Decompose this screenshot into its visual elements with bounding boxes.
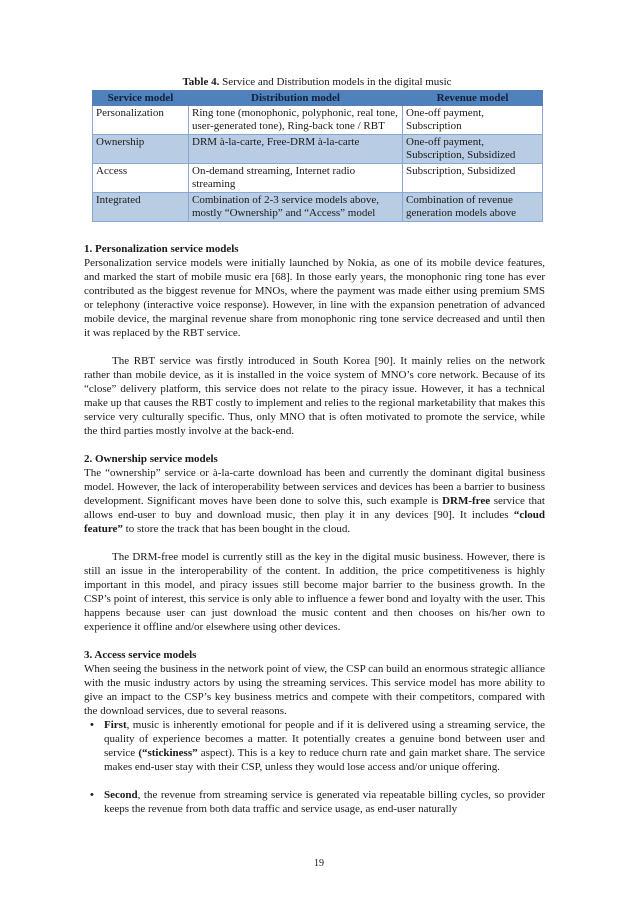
table-caption-label: Table 4. xyxy=(182,76,220,88)
body-text xyxy=(84,242,545,816)
bullet-item xyxy=(84,718,545,774)
text-run: , the revenue from streaming service is generated via repeatable billing cycles, so provider keeps the revenue from both data traffic and service usage, as end-user naturally xyxy=(104,789,545,815)
text-run: service that allows end-user to buy and download music, then play it in any devices [90]. It includes xyxy=(84,495,545,521)
table-cell: Personalization xyxy=(93,106,189,135)
bold-term-cloud-feature: “cloud feature” xyxy=(84,509,545,535)
table-cell: Ownership xyxy=(93,135,189,164)
table-cell: Subscription, Subsidized xyxy=(403,164,543,193)
bold-term-stickiness: (“stickiness” xyxy=(138,747,198,759)
header-revenue-model: Revenue model xyxy=(403,91,543,106)
bullet-marker: • xyxy=(90,789,94,801)
bold-term-first: First xyxy=(104,719,127,731)
table-cell: Combination of 2-3 service models above, mostly “Ownership” and “Access” model xyxy=(189,193,403,222)
table-row xyxy=(93,135,543,164)
table-row xyxy=(93,164,543,193)
table-cell: One-off payment, Subscription xyxy=(403,106,543,135)
table-row xyxy=(93,106,543,135)
table-caption-text: Service and Distribution models in the digital music xyxy=(219,76,452,88)
paragraph: Personalization service models were initially launched by Nokia, as one of its mobile device features, and marked the start of mobile music era [68]. In those early years, the monophonic ring tone has ever contributed as the biggest revenue for MNOs, where the payment was made either using premium SMS or telephony (interactive voice response). However, in line with the expansion penetration of advanced mobile device, the marginal revenue share from monophonic ring tone service decreased and until then it was replaced by the RBT service. xyxy=(84,257,545,339)
table-row xyxy=(93,193,543,222)
table-cell: Ring tone (monophonic, polyphonic, real tone, user-generated tone), Ring-back tone / RBT xyxy=(189,106,403,135)
header-distribution-model: Distribution model xyxy=(189,91,403,106)
bullet-marker: • xyxy=(90,719,94,731)
bullet-item xyxy=(84,788,545,816)
table-caption xyxy=(92,76,542,89)
section-heading-ownership: 2. Ownership service models xyxy=(84,453,218,465)
text-run: , music is inherently emotional for people and if it is delivered using a streaming service, the quality of experience becomes a matter. It potentially creates a genuine bond between user and service xyxy=(104,719,545,759)
table-header-row xyxy=(93,91,543,106)
table-cell: On-demand streaming, Internet radio streaming xyxy=(189,164,403,193)
text-run: aspect). This is a key to reduce churn rate and gain market share. The service makes end-user stay with their CSP, unless they would lose access and/or unique offering. xyxy=(104,747,545,773)
text-run: The “ownership” service or à-la-carte download has been and currently the dominant digital business model. However, the lack of interoperability between services and devices has been a barrier to business development. Significant moves have been done to solve this, such example is xyxy=(84,467,545,507)
table-cell: Integrated xyxy=(93,193,189,222)
table-cell: Access xyxy=(93,164,189,193)
header-service-model: Service model xyxy=(93,91,189,106)
paragraph xyxy=(84,466,545,536)
text-run: to store the track that has been bought in the cloud. xyxy=(122,523,351,535)
section-heading-personalization: 1. Personalization service models xyxy=(84,243,239,255)
table-cell: One-off payment, Subscription, Subsidized xyxy=(403,135,543,164)
paragraph: The RBT service was firstly introduced in South Korea [90]. It mainly relies on the network rather than mobile device, as it is installed in the voice system of MNO’s core network. Because of its “close” delivery platform, this service does not relate to the piracy issue. However, it has a technical make up that causes the RBT costly to implement and relies to the regional marketability that makes this service very culturally specific. Thus, only MNO that is often motivated to promote the service, while the third parties mostly involve at the back-end. xyxy=(84,355,545,437)
page-number: 19 xyxy=(314,858,324,869)
paragraph: When seeing the business in the network point of view, the CSP can build an enormous strategic alliance with the music industry actors by using the streaming services. This service model has more ability to give an impact to the CSP’s key business metrics and compete with their competitors, compared with the download services, due to several reasons. xyxy=(84,663,545,717)
bold-term-second: Second xyxy=(104,789,138,801)
service-models-table xyxy=(92,90,543,222)
paragraph: The DRM-free model is currently still as the key in the digital music business. However, there is still an issue in the interoperability of the content. In addition, the price competitiveness is highly important in this model, and piracy issues still become major barrier to the business growth. In the CSP’s point of interest, this service is only able to influence a fewer bond and loyalty with the user. This happens because user can just download the music content and then chooses on his/her own to experience it offline and/or elsewhere using other devices. xyxy=(84,551,545,633)
section-heading-access: 3. Access service models xyxy=(84,649,197,661)
table-cell: Combination of revenue generation models above xyxy=(403,193,543,222)
table-cell: DRM à-la-carte, Free-DRM à-la-carte xyxy=(189,135,403,164)
bold-term-drm-free: DRM-free xyxy=(442,495,491,507)
